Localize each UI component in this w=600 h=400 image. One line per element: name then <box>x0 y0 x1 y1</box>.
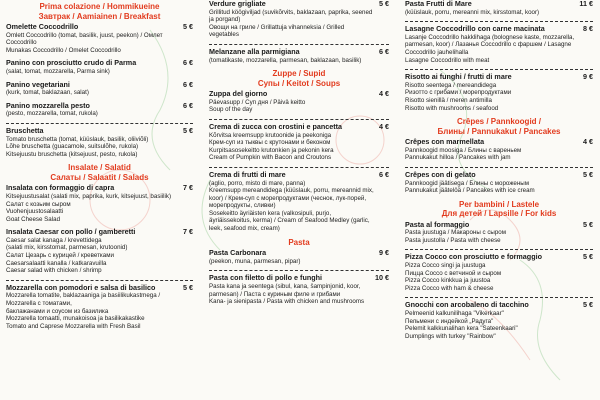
menu-item <box>405 138 593 162</box>
menu-item-name: Gnocchi con arcobaleno di tacchino <box>405 300 529 310</box>
section-heading: Insalate / Salatid Салаты / Salaatit / Salads <box>50 163 149 182</box>
menu-item-price: 7 € <box>183 227 193 237</box>
section-heading: Zuppe / Supid Супы / Keitot / Soups <box>257 69 341 88</box>
menu-item-name: Risotto ai funghi / frutti di mare <box>405 72 512 82</box>
menu-item <box>405 73 593 112</box>
menu-item-price: 9 € <box>583 72 593 82</box>
menu-item <box>405 221 593 245</box>
menu-item-price: 6 € <box>379 46 389 56</box>
dashed-divider <box>405 167 593 168</box>
menu-item-price: 4 € <box>583 137 593 147</box>
menu-item-name: Panino mozzarella pesto <box>6 100 90 110</box>
menu-item-price: 6 € <box>379 169 389 179</box>
menu-item-description: Kitsejuustusalat (salati mix, paprika, kurk, kitsejuust, basiilik) Салат с козьим сыром Vuohenjuustosalaatti Goat Cheese Salad <box>6 192 172 223</box>
section-heading: Crêpes / Pannkoogid / Блины / Pannukakut / Pancakes <box>437 117 561 136</box>
menu-item-price: 5 € <box>583 300 593 310</box>
menu-item-name: Crêpes con marmellata <box>405 137 485 147</box>
menu-item-name: Pizza Cocco con prosciutto e formaggio <box>405 252 542 262</box>
menu-item-name: Insalata Caesar con pollo / gamberetti <box>6 227 136 237</box>
menu-item <box>209 249 389 265</box>
menu-item-price: 5 € <box>583 252 593 262</box>
menu-column-left <box>6 0 193 400</box>
menu-item-description: (kurk, tomat, baklazaan, salat) <box>6 89 89 97</box>
menu-item <box>209 123 389 162</box>
menu-item <box>6 127 193 158</box>
menu-item-name: Pasta al formaggio <box>405 219 470 229</box>
menu-item <box>209 274 389 305</box>
menu-item-price: 7 € <box>183 183 193 193</box>
menu-item-description: Pasta juustuga / Макароны с сыром Pasta juustolla / Pasta with cheese <box>405 229 506 244</box>
menu-item-name: Pasta con filetto di pollo e funghi <box>209 273 323 283</box>
menu-item-price: 5 € <box>183 125 193 135</box>
section-heading: Per bambini / Lastele Для детей / Lapsille / For kids <box>441 199 557 219</box>
menu-item-name: Crêpes con di gelato <box>405 169 476 179</box>
menu-item-description: Tomato bruschetta (tomat, küüslauk, basilik, oliiviõli) Lõhe bruschetta (guacamole, suitsulõhe, rukola) Kitsejuustu bruschetta (kitsejuust, pesto, rukola) <box>6 135 149 158</box>
menu-item-name: Mozzarella con pomodori e salsa di basilico <box>6 282 156 292</box>
menu-item <box>209 90 389 114</box>
menu-item-description: Caesar salat kanaga / krevettidega (salati mix, kirsstomat, parmesan, krutoonid) Салат Цезарь с курицей / креветками Caesarsalaatti kanalla / katkaravuilla Caesar salad with chicken / shrimp <box>6 236 128 275</box>
menu-item-name: Lasagne Coccodrillo con carne macinata <box>405 24 545 34</box>
menu-item-name: Panino con prosciutto crudo di Parma <box>6 58 137 68</box>
menu-item-description: Pizza Cocco singi ja juustuga Пицца Cocco с ветчиной и сыром Pizza Cocco kinkkua ja juustoa Pizza Cocco with ham & cheese <box>405 262 502 292</box>
menu-item-price: 5 € <box>183 22 193 31</box>
menu-item-description: (küüslauk, porru, mereanni mix, kirsstomat, koor) <box>405 8 540 16</box>
menu-item-name: Melanzane alla parmigiana <box>209 46 300 56</box>
menu-item <box>6 59 193 75</box>
dashed-divider <box>6 123 193 124</box>
menu-item-price: 11 € <box>579 0 593 8</box>
menu-item-description: Risotto seentega / mereandidega Ризотто с грибами / морепродуктами Risotto sienillä / meren antimilla Risotto with mushrooms / seafood <box>405 81 512 112</box>
section-heading: Pasta <box>288 237 310 247</box>
menu-item <box>6 228 193 275</box>
menu-item-price: 6 € <box>183 58 193 68</box>
menu-item <box>6 81 193 97</box>
menu-item-price: 5 € <box>583 169 593 179</box>
section-heading: Prima colazione / Hommikueine Завтрак / Aamiainen / Breakfast <box>38 2 161 21</box>
menu-item <box>6 102 193 118</box>
menu-item-name: Insalata con formaggio di capra <box>6 183 115 193</box>
menu-item-name: Zuppa del giorno <box>209 89 268 99</box>
dashed-divider <box>209 167 389 168</box>
dashed-divider <box>6 280 193 281</box>
menu-item <box>209 0 389 39</box>
menu-item-description: (tomatikaste, mozzarella, parmesan, baklazaan, basilik) <box>209 56 362 64</box>
menu-item-description: Omlett Coccodrillo (tomat, basilik, juust, peekon) / Омлет Coccodrillo Munakas Coccodrillo / Omelet Coccodrillo <box>6 31 163 54</box>
menu-item <box>405 0 593 16</box>
menu-item-price: 10 € <box>375 273 389 283</box>
menu-item-description: Mozzarella tomatite, baklazaaniga ja basiilikukastmega / Mozzarella с томатами, баклажанами и соусом из базилика Mozzarella tomaatti, munakoisoa ja basilikakastike Tomato and Caprese Mozzarella with Fresh Basil <box>6 292 161 330</box>
menu-item-name: Bruschetta <box>6 125 44 135</box>
menu-item-price: 9 € <box>379 248 389 258</box>
menu-item-description: (pesto, mozzarella, tomat, rukola) <box>6 110 98 118</box>
dashed-divider <box>209 119 389 120</box>
menu-item <box>405 301 593 340</box>
menu-column-right <box>405 0 593 400</box>
menu-item <box>6 284 193 331</box>
dashed-divider <box>209 44 389 45</box>
dashed-divider <box>405 249 593 250</box>
dashed-divider <box>405 297 593 298</box>
menu-item-description: (salat, tomat, mozzarella, Parma sink) <box>6 67 110 75</box>
menu-item-description: Pannkoogid jäätisega / Блины с мороженым Pannukakut jäätelöä / Pancakes with ice cream <box>405 179 535 195</box>
menu-item-description: Lasanje Coccodrillo hakklihaga (bolognese kaste, mozzarella, parmesan, koor) / Лазанья Coccodrillo с фаршем / Lasagne Coccodrillo jauhelihalla Lasagne Coccodrillo with meat <box>405 33 575 64</box>
menu-item-price: 8 € <box>583 24 593 34</box>
menu-item-price: 6 € <box>183 100 193 110</box>
menu-item-name: Crema di frutti di mare <box>209 169 286 179</box>
menu-item-name: Verdure grigliate <box>209 0 266 8</box>
menu-item-name: Panino vegetariani <box>6 79 70 89</box>
menu-item <box>405 25 593 64</box>
menu-item-name: Crema di zucca con crostini e pancetta <box>209 121 343 131</box>
menu-item <box>405 253 593 292</box>
menu-item-description: (peekon, muna, parmesan, pipar) <box>209 257 301 265</box>
menu-item-description: Pannkoogid moosiga / Блины с вареньем Pannukakut hilloa / Pancakes with jam <box>405 146 522 162</box>
menu-item-price: 5 € <box>379 0 389 8</box>
menu-item-price: 4 € <box>379 89 389 99</box>
menu-item <box>209 48 389 64</box>
menu-item <box>6 184 193 223</box>
menu-item-price: 5 € <box>183 282 193 292</box>
menu-item-name: Omelette Coccodrillo <box>6 22 79 31</box>
menu-item-description: Päevasupp / Суп дня / Päivä keitto Soup of the day <box>209 98 306 114</box>
menu-item-description: (aglio, porro, misto di mare, panna) Kreemsupp mereandidega (küüslauk, porru, mereannid mix, koor) / Крем-суп с морепродуктами (чеснок, лук-порей, морепродукты, сливки) Sosekeitto äyriäisten kera (valkosipuli, purjo, äyriäissekoitus, kerma) / Cream of Seafood Medley (garlic, leek, seafood mix, cream) <box>209 179 374 233</box>
menu-item <box>209 171 389 233</box>
menu-item-description: Grillitud köögiviljad (suvikõrvits, baklazaan, paprika, seened ja porgand) Овощи на гриле / Grillattuja vihanneksia / Grilled vegetables <box>209 8 373 39</box>
menu-item <box>6 23 193 54</box>
menu-item-price: 4 € <box>379 121 389 131</box>
menu-column-middle <box>209 0 389 400</box>
menu-item-description: Pasta kana ja seentega (sibul, kana, šampinjonid, koor, parmesan) / Паста с куриным филе и грибами Kana- ja sienipasta / Pasta with chicken and mushrooms <box>209 282 365 306</box>
menu-item-name: Pasta Carbonara <box>209 248 267 258</box>
menu-item-description: Pelmeenid kalkunilihaga "Vikerkaar" Пельмени с индейкой „Радуга" Pelemit kalkkunalihan kera "Sateenkaari" Dumplings with turkey "Rainbow" <box>405 310 518 340</box>
menu-item-description: Kõrvitsa kreemsupp krutoonide ja peekoniga Крем-суп из тыквы с крутонами и беконом Kurpitsasosekeitto krutonkien ja pekonin kera Cream of Pumpkin with Bacon and Croutons <box>209 131 334 162</box>
dashed-divider <box>209 270 389 271</box>
menu-item <box>405 171 593 195</box>
menu-item-name: Pasta Frutti di Mare <box>405 0 472 8</box>
menu-item-price: 6 € <box>183 79 193 89</box>
dashed-divider <box>405 21 593 22</box>
dashed-divider <box>405 69 593 70</box>
menu-item-price: 5 € <box>583 219 593 229</box>
